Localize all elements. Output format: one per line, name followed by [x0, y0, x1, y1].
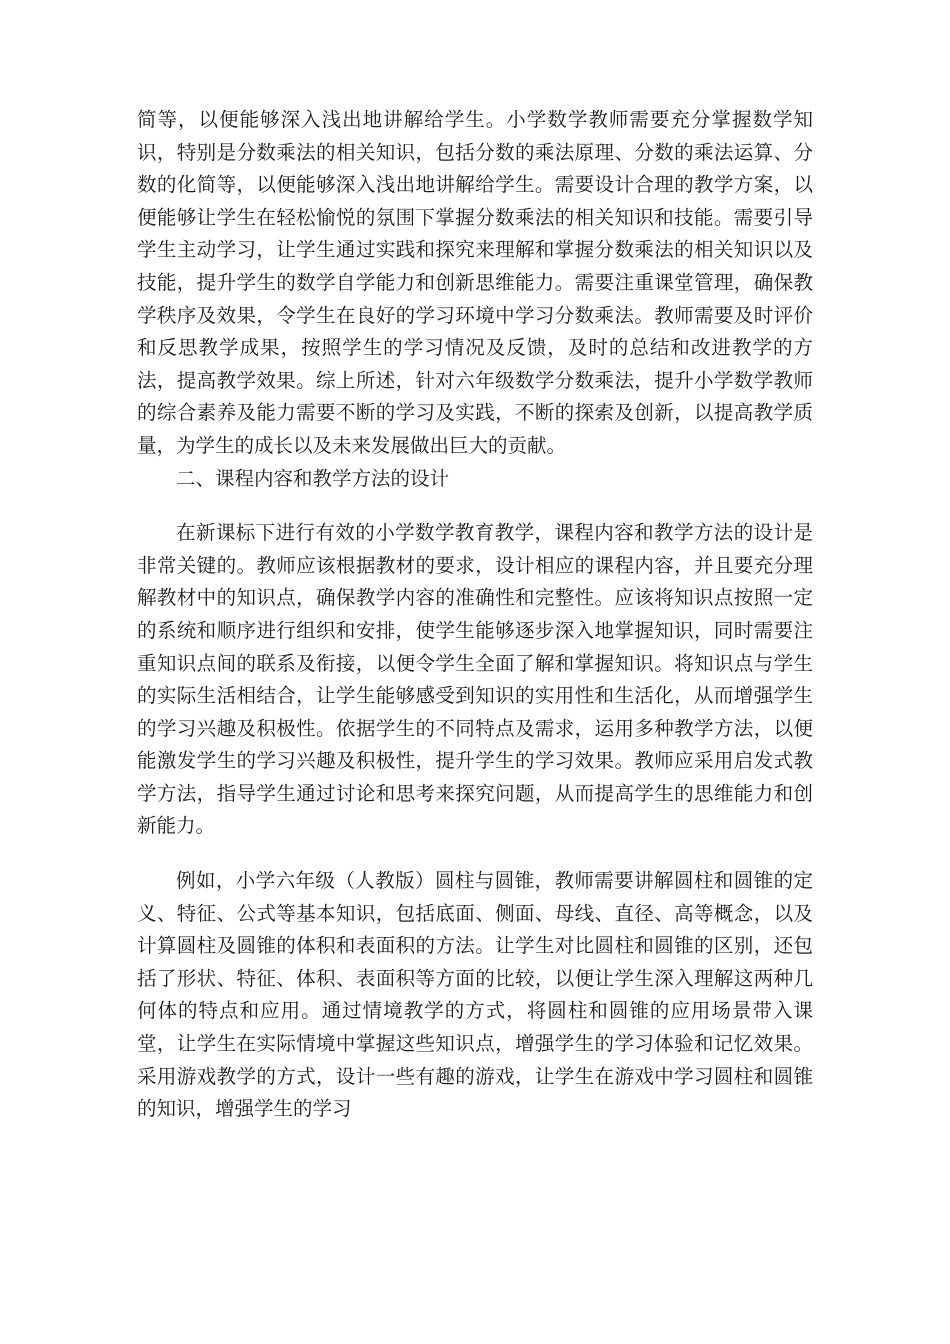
paragraph-course-design: 在新课标下进行有效的小学数学教育教学，课程内容和教学方法的设计是非常关键的。教师应该根据教材的要求，设计相应的课程内容，并且要充分理解教材中的知识点，确保教学内容的准确性和完整性。应该将知识点按照一定的系统和顺序进行组织和安排，使学生能够逐步深入地掌握知识，同时需要注重知识点间的联系及衔接，以便令学生全面了解和掌握知识。将知识点与学生的实际生活相结合，让学生能够感受到知识的实用性和生活化，从而增强学生的学习兴趣及积极性。依据学生的不同特点及需求，运用多种教学方法，以便能激发学生的学习兴趣及积极性，提升学生的学习效果。教师应采用启发式教学方法，指导学生通过讨论和思考来探究问题，从而提高学生的思维能力和创新能力。 [137, 521, 813, 838]
paragraph-example-cylinder-cone: 例如，小学六年级（人教版）圆柱与圆锥，教师需要讲解圆柱和圆锥的定义、特征、公式等基本知识，包括底面、侧面、母线、直径、高等概念，以及计算圆柱及圆锥的体积和表面积的方法。让学生对比圆柱和圆锥的区别，还包括了形状、特征、体积、表面积等方面的比较，以便让学生深入理解这两种几何体的特点和应用。通过情境教学的方式，将圆柱和圆锥的应用场景带入课堂，让学生在实际情境中掌握这些知识点，增强学生的学习体验和记忆效果。采用游戏教学的方式，设计一些有趣的游戏，让学生在游戏中学习圆柱和圆锥的知识，增强学生的学习 [137, 869, 813, 1121]
document-page [137, 104, 813, 1126]
paragraph-continued: 简等，以便能够深入浅出地讲解给学生。小学数学教师需要充分掌握数学知识，特别是分数乘法的相关知识，包括分数的乘法原理、分数的乘法运算、分数的化简等，以便能够深入浅出地讲解给学生。需要设计合理的教学方案，以便能够让学生在轻松愉悦的氛围下掌握分数乘法的相关知识和技能。需要引导学生主动学习，让学生通过实践和探究来理解和掌握分数乘法的相关知识以及技能，提升学生的数学自学能力和创新思维能力。需要注重课堂管理，确保教学秩序及效果，令学生在良好的学习环境中学习分数乘法。教师需要及时评价和反思教学成果，按照学生的学习情况及反馈，及时的总结和改进教学的方法，提高教学效果。综上所述，针对六年级数学分数乘法，提升小学数学教师的综合素养及能力需要不断的学习及实践，不断的探索及创新，以提高教学质量，为学生的成长以及未来发展做出巨大的贡献。 [137, 108, 813, 457]
section-heading: 二、课程内容和教学方法的设计 [176, 466, 450, 490]
